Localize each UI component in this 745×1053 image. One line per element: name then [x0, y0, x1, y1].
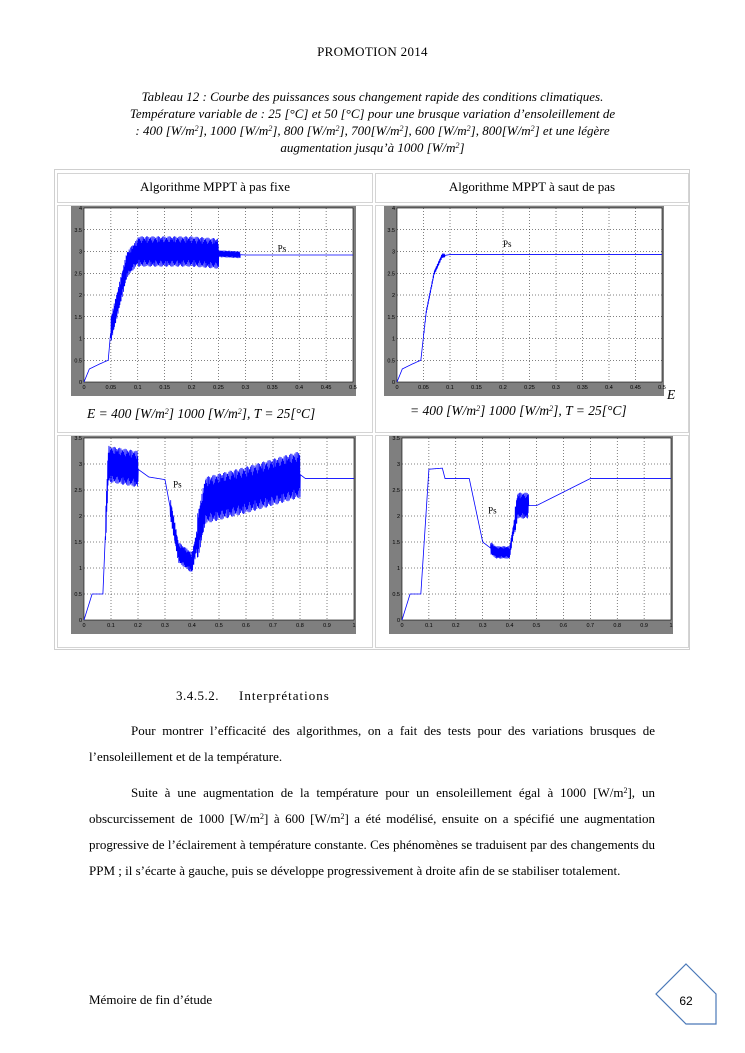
- caption-line-2: Température variable de : 25 [°C] et 50 [°C] pour une brusque variation d’ensoleillement de: [129, 106, 616, 121]
- x-tick-label: 1: [352, 623, 356, 629]
- x-tick-label: 0.4: [188, 623, 196, 629]
- x-tick-label: 0.45: [630, 385, 641, 391]
- chart-power-fixed-step-temperature: [71, 436, 356, 634]
- y-tick-label: 1.5: [74, 314, 82, 321]
- x-tick-label: 0.9: [323, 623, 331, 629]
- y-tick-label: 0: [78, 618, 82, 624]
- y-tick-label: 0: [391, 380, 395, 386]
- column-header-variable-step: Algorithme MPPT à saut de pas: [375, 173, 689, 203]
- y-tick-label: 2.5: [392, 488, 400, 494]
- x-tick-label: 0.1: [446, 385, 454, 391]
- y-tick-label: 3: [78, 249, 82, 256]
- y-tick-label: 1: [396, 566, 400, 572]
- x-tick-label: 0.45: [320, 385, 332, 391]
- condition-label-variable: = 400 $[W/m^2]$ 1000 $[W/m^2]$, T = 25[°C]: [410, 403, 627, 418]
- x-tick-label: 0.9: [640, 623, 648, 629]
- y-tick-label: 0.5: [387, 358, 395, 365]
- x-tick-label: 0.1: [425, 623, 433, 629]
- x-tick-label: 0: [395, 385, 399, 391]
- x-tick-label: 0.8: [613, 623, 622, 629]
- page-number: 62: [679, 994, 693, 1008]
- x-tick-label: 0.05: [418, 385, 429, 391]
- y-tick-label: 2.5: [74, 271, 82, 278]
- caption-line-3: : 400 $[W/m^2]$, 1000 $[W/m^2]$, 800 $[W/m^2]$, $700[W/m^2]$, 600 $[W/m^2]$, $800[W/m^2]$ et une légère: [135, 123, 610, 138]
- x-tick-label: 0.25: [213, 385, 224, 391]
- x-tick-label: 0.5: [215, 623, 223, 629]
- chart-power-fixed-step-irradiance: [71, 206, 356, 396]
- x-tick-label: 0.2: [187, 385, 196, 391]
- x-tick-label: 1: [669, 623, 673, 629]
- condition-label-fixed: E = 400 $[W/m^2]$ 1000 $[W/m^2]$, T = 25[°C]: [87, 406, 316, 421]
- y-tick-label: 2: [396, 514, 400, 520]
- x-tick-label: 0.1: [107, 623, 115, 629]
- x-tick-label: 0.35: [266, 385, 278, 391]
- series-label-ps: Ps: [173, 479, 182, 490]
- x-tick-label: 0.05: [105, 385, 117, 391]
- y-tick-label: 2: [391, 293, 395, 299]
- y-tick-label: 4: [391, 206, 395, 212]
- x-tick-label: 0.5: [658, 385, 666, 391]
- condition-label-variable-e: E: [667, 387, 676, 402]
- y-tick-label: 1.5: [392, 540, 400, 546]
- x-tick-label: 0.7: [586, 623, 595, 629]
- y-tick-label: 3.5: [74, 227, 82, 234]
- y-tick-label: 1.5: [74, 540, 82, 546]
- y-tick-label: 3: [78, 462, 82, 468]
- x-tick-label: 0.4: [295, 385, 304, 391]
- x-tick-label: 0: [400, 623, 404, 629]
- caption-line-1: Tableau 12 : Courbe des puissances sous changement rapide des conditions climatiques.: [141, 89, 604, 104]
- x-tick-label: 0: [82, 623, 86, 629]
- series-label-ps: Ps: [277, 243, 287, 254]
- chart-power-variable-step-irradiance: [384, 206, 664, 396]
- page-number-badge: [655, 963, 717, 1025]
- y-tick-label: 3: [396, 462, 400, 468]
- paragraph-2: Suite à une augmentation de la température pour un ensoleillement égal à 1000 $[W/m^2]$, un obscurcissement de 1000 $[W/m^2]$ à 600 $[W/m^2]$ a été modélisé, ensuite on a spécifié une augmentation progressive de l’éclairement à température constante. Ces phénomènes se traduisent par des changements du PPM ; il s’écarte à gauche, puis se développe progressivement à droite afin de se stabiliser totalement.: [89, 785, 655, 878]
- y-tick-label: 2.5: [387, 271, 395, 278]
- series-label-ps: Ps: [488, 505, 497, 516]
- y-tick-label: 1.5: [387, 314, 395, 321]
- y-tick-label: 0: [396, 618, 400, 624]
- table-caption: [80, 88, 665, 156]
- x-tick-label: 0.8: [296, 623, 304, 629]
- x-tick-label: 0.3: [478, 623, 487, 629]
- x-tick-label: 0.4: [605, 385, 613, 391]
- x-tick-label: 0.35: [577, 385, 588, 391]
- x-tick-label: 0.5: [532, 623, 541, 629]
- x-tick-label: 0.15: [159, 385, 171, 391]
- y-tick-label: 3.5: [387, 227, 395, 234]
- x-tick-label: 0.2: [499, 385, 507, 391]
- footer-text: Mémoire de fin d’étude: [89, 992, 213, 1007]
- section-heading: 3.4.5.2. Interprétations: [176, 688, 330, 703]
- y-tick-label: 1: [78, 566, 82, 572]
- x-tick-label: 0.25: [524, 385, 535, 391]
- x-tick-label: 0.4: [505, 623, 514, 629]
- x-tick-label: 0.3: [161, 623, 169, 629]
- x-tick-label: 0.5: [349, 385, 357, 391]
- x-tick-label: 0.6: [559, 623, 568, 629]
- y-tick-label: 2: [78, 514, 82, 520]
- column-header-fixed-step: Algorithme MPPT à pas fixe: [57, 173, 373, 203]
- y-tick-label: 1: [391, 336, 395, 343]
- y-tick-label: 2: [78, 293, 82, 299]
- y-tick-label: 3.5: [74, 436, 82, 442]
- caption-line-4: augmentation jusqu’à 1000 $[W/m^2]$: [280, 140, 465, 155]
- y-tick-label: 0.5: [74, 358, 82, 365]
- y-tick-label: 0.5: [392, 592, 400, 598]
- x-tick-label: 0.6: [242, 623, 250, 629]
- x-tick-label: 0.3: [552, 385, 560, 391]
- x-tick-label: 0.7: [269, 623, 277, 629]
- y-tick-label: 0: [78, 380, 82, 386]
- series-label-ps: Ps: [503, 239, 512, 250]
- x-tick-label: 0.1: [133, 385, 142, 391]
- paragraph-1: Pour montrer l’efficacité des algorithmes, on a fait des tests pour des variations brusques de l’ensoleillement et de la température.: [89, 723, 655, 764]
- y-tick-label: 4: [78, 206, 82, 212]
- y-tick-label: 3.5: [392, 436, 400, 442]
- x-tick-label: 0.15: [471, 385, 482, 391]
- x-tick-label: 0.2: [451, 623, 460, 629]
- y-tick-label: 2.5: [74, 488, 82, 494]
- y-tick-label: 3: [391, 249, 395, 256]
- y-tick-label: 0.5: [74, 592, 82, 598]
- chart-power-variable-step-temperature: [389, 436, 673, 634]
- x-tick-label: 0.2: [134, 623, 142, 629]
- running-header: PROMOTION 2014: [317, 44, 428, 59]
- y-tick-label: 1: [78, 336, 82, 343]
- x-tick-label: 0: [82, 385, 86, 391]
- x-tick-label: 0.3: [241, 385, 250, 391]
